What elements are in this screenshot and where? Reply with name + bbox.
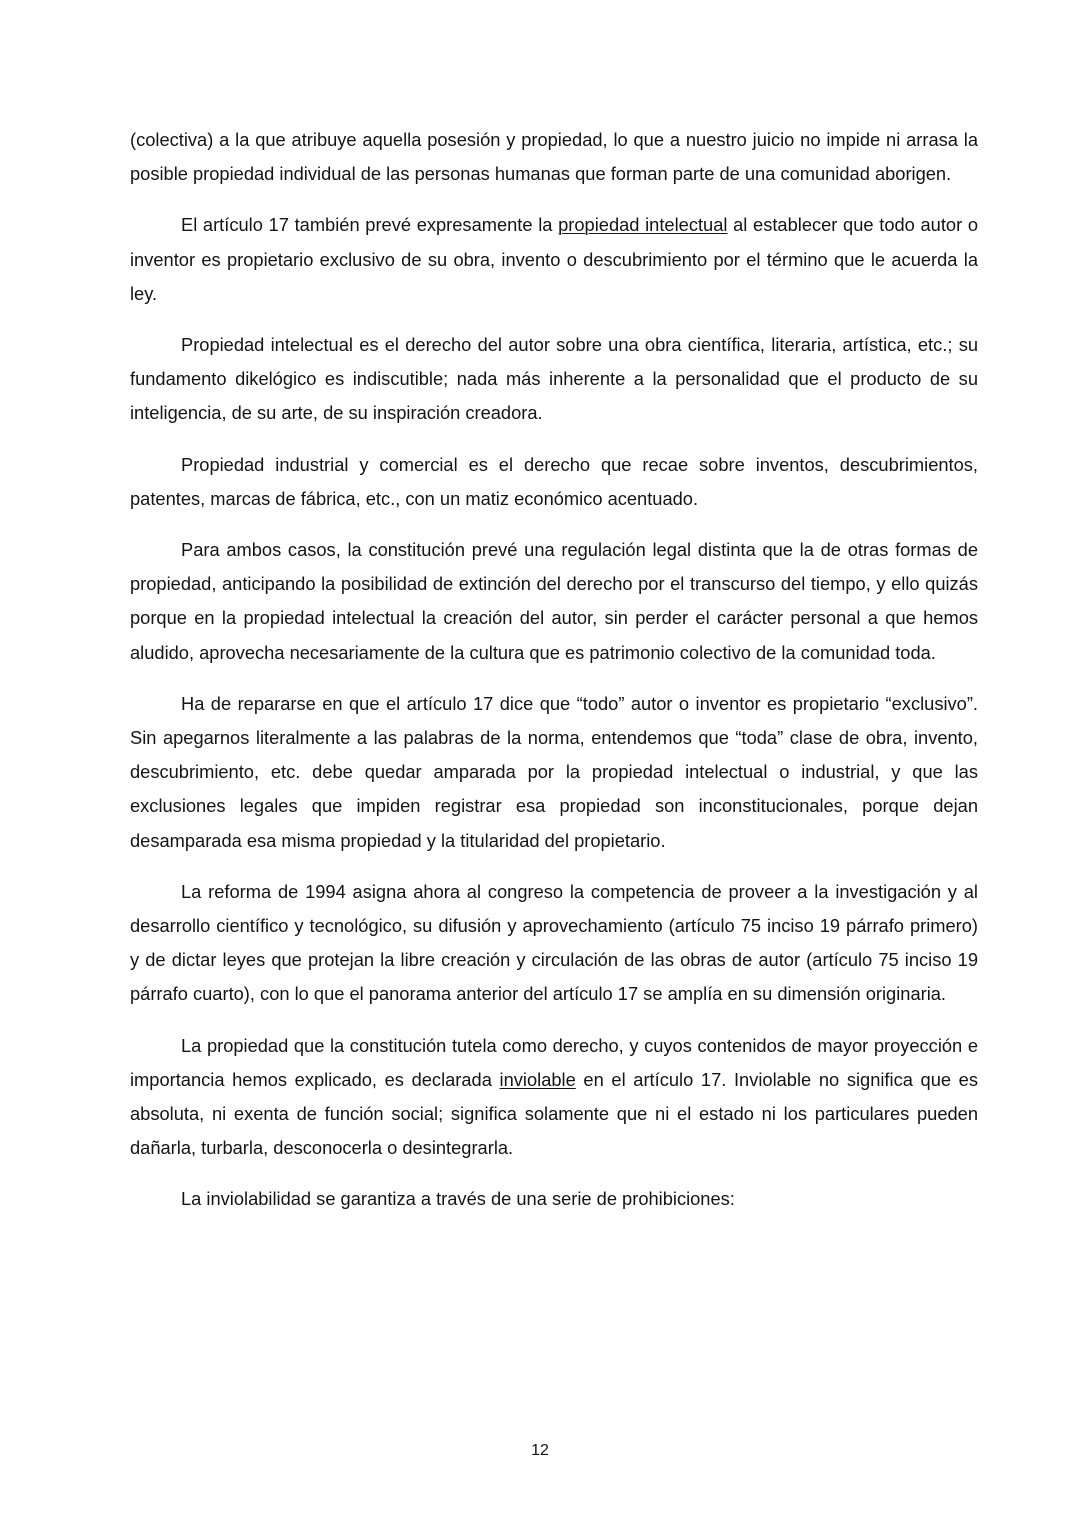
paragraph-article-17: Ha de repararse en que el artículo 17 dice que “todo” autor o inventor es propietario “exclusivo”. Sin apegarnos literalmente a las palabras de la norma, entendemos que “toda” clase de obra, invento, descubrimiento, etc. debe quedar amparada por la propiedad intelectual o industrial, y que las exclusiones legales que impiden registrar esa propiedad son inconstitucionales, porque dejan desamparada esa misma propiedad y la titularidad del propietario. (130, 692, 978, 851)
underlined-term: propiedad intelectual (558, 214, 728, 236)
paragraph-intellectual-definition: Propiedad intelectual es el derecho del autor sobre una obra científica, literaria, artística, etc.; su fundamento dikelógico es indiscutible; nada más inherente a la personalidad que el producto de su inteligencia, de su arte, de su inspiración creadora. (130, 334, 978, 424)
paragraph-text: La propiedad que la constitución tutela como derecho, y cuyos contenidos de mayor proyección e importancia hemos explicado, es declarada (130, 1034, 978, 1090)
paragraph-intellectual-property (130, 208, 978, 311)
paragraph-inviolable (130, 1029, 978, 1166)
underlined-term: inviolable (499, 1068, 576, 1090)
page-body (130, 123, 978, 1234)
paragraph-both-cases: Para ambos casos, la constitución prevé una regulación legal distinta que la de otras formas de propiedad, anticipando la posibilidad de extinción del derecho por el transcurso del tiempo, y ello quizás porque en la propiedad intelectual la creación del autor, sin perder el carácter personal a que hemos aludido, aprovecha necesariamente de la cultura que es patrimonio colectivo de la comunidad toda. (130, 539, 978, 663)
paragraph-industrial-definition: Propiedad industrial y comercial es el derecho que recae sobre inventos, descubrimientos, patentes, marcas de fábrica, etc., con un matiz económico acentuado. (130, 453, 978, 509)
paragraph-prohibitions: La inviolabilidad se garantiza a través de una serie de prohibiciones: (181, 1188, 735, 1210)
paragraph-text: en el artículo 17. Inviolable no significa que es absoluta, ni exenta de función social; significa solamente que ni el estado ni los particulares pueden dañarla, turbarla, desconocerla o desintegrarla. (130, 1068, 978, 1159)
paragraph-text: al establecer que todo autor o inventor es propietario exclusivo de su obra, invento o descubrimiento por el término que le acuerda la ley. (130, 214, 979, 304)
paragraph-text: El artículo 17 también prevé expresamente la (181, 214, 559, 236)
page-number: 12 (531, 1442, 549, 1459)
paragraph-reform-1994: La reforma de 1994 asigna ahora al congreso la competencia de proveer a la investigación y al desarrollo científico y tecnológico, su difusión y aprovechamiento (artículo 75 inciso 19 párrafo primero) y de dictar leyes que protejan la libre creación y circulación de las obras de autor (artículo 75 inciso 19 párrafo cuarto), con lo que el panorama anterior del artículo 17 se amplía en su dimensión originaria. (130, 880, 978, 1005)
paragraph-continuation: (colectiva) a la que atribuye aquella posesión y propiedad, lo que a nuestro juicio no impide ni arrasa la posible propiedad individual de las personas humanas que forman parte de una comunidad aborigen. (130, 129, 978, 185)
